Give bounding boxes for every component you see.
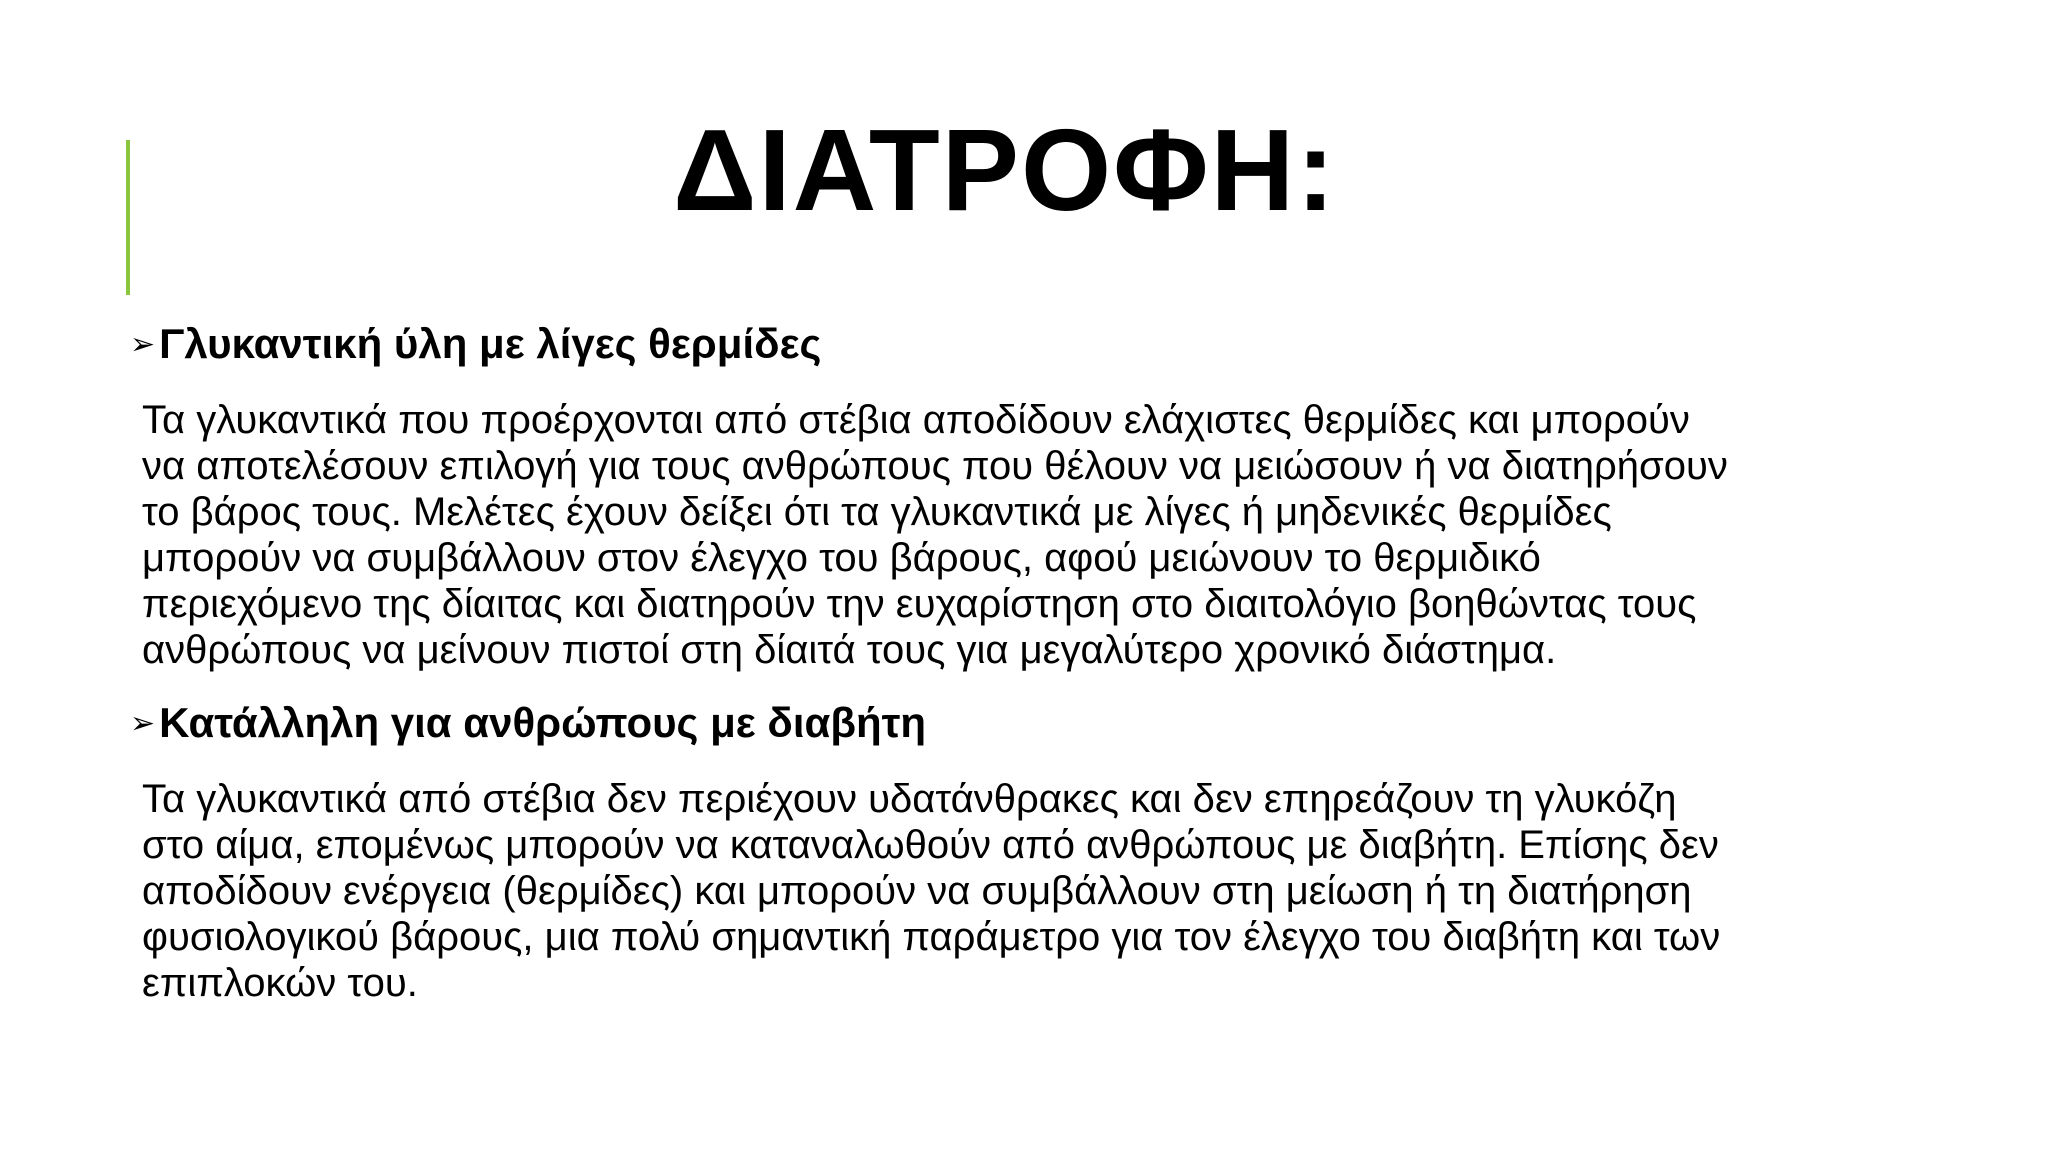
- section-heading: [130, 318, 1910, 375]
- paragraph-line: επιπλοκών του.: [142, 961, 418, 1005]
- section-heading: [130, 697, 1910, 754]
- slide-content: [130, 318, 1910, 1006]
- paragraph-line: το βάρος τους. Μελέτες έχουν δείξει ότι τα γλυκαντικά με λίγες ή μηδενικές θερμίδες: [142, 490, 1612, 534]
- section-low-calorie: [130, 318, 1910, 673]
- paragraph-line: μπορούν να συμβάλλουν στον έλεγχο του βάρους, αφού μειώνουν το θερμιδικό: [142, 536, 1541, 580]
- section-heading-text: Κατάλληλη για ανθρώπους με διαβήτη: [159, 699, 927, 746]
- slide-title: ΔΙΑΤΡΟΦΗ:: [673, 105, 1337, 235]
- section-heading-text: Γλυκαντική ύλη με λίγες θερμίδες: [159, 320, 822, 367]
- paragraph-line: περιεχόμενο της δίαιτας και διατηρούν την ευχαρίστηση στο διαιτολόγιο βοηθώντας τους: [142, 582, 1697, 626]
- section-paragraph: [142, 776, 1912, 1006]
- section-diabetes: [130, 697, 1910, 1006]
- paragraph-line: Τα γλυκαντικά που προέρχονται από στέβια αποδίδουν ελάχιστες θερμίδες και μπορούν: [142, 398, 1690, 442]
- section-paragraph: [142, 397, 1912, 673]
- paragraph-line: Τα γλυκαντικά από στέβια δεν περιέχουν υδατάνθρακες και δεν επηρεάζουν τη γλυκόζη: [142, 777, 1677, 821]
- paragraph-line: φυσιολογικού βάρους, μια πολύ σημαντική παράμετρο για τον έλεγχο του διαβήτη και των: [142, 915, 1721, 959]
- arrow-bullet-icon: ➢: [130, 328, 156, 361]
- paragraph-line: αποδίδουν ενέργεια (θερμίδες) και μπορούν να συμβάλλουν στη μείωση ή τη διατήρηση: [142, 869, 1692, 913]
- arrow-bullet-icon: ➢: [130, 707, 156, 740]
- paragraph-line: ανθρώπους να μείνουν πιστοί στη δίαιτά τους για μεγαλύτερο χρονικό διάστημα.: [142, 628, 1557, 672]
- paragraph-line: στο αίμα, επομένως μπορούν να καταναλωθούν από ανθρώπους με διαβήτη. Επίσης δεν: [142, 823, 1719, 867]
- paragraph-line: να αποτελέσουν επιλογή για τους ανθρώπους που θέλουν να μειώσουν ή να διατηρήσουν: [142, 444, 1728, 488]
